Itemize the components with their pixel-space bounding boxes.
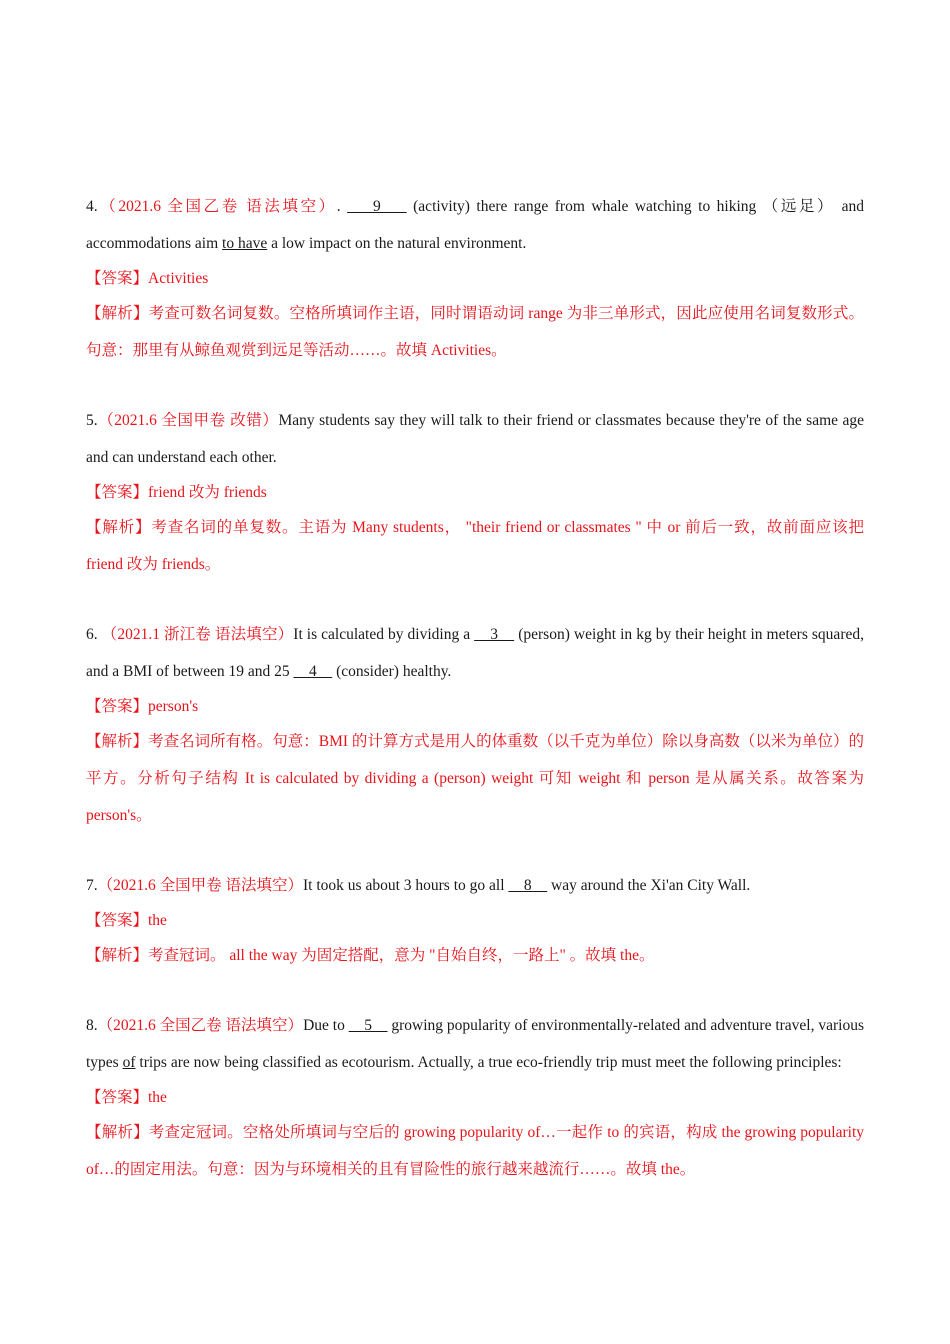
question-text [86,1007,864,1081]
answer-line: 【答案】the [86,912,167,929]
question-number: 4. [86,198,98,215]
blank-8: 8 [508,877,548,894]
blank-9: 9 [347,198,407,215]
question-part: . [336,198,348,215]
question-part: growing popularity of environmentally-related and adventure travel, various types [86,1017,864,1071]
question-text [86,402,864,476]
blank-4: 4 [293,663,333,680]
answer-line: 【答案】person's [86,698,199,715]
question-item-8 [86,1007,864,1188]
question-part: (activity) there range from whale watching to hiking （远足） and accommodations aim [86,198,864,252]
question-source: （2021.6 全国甲卷 改错） [97,412,279,429]
question-part: (person) weight in kg by their height in meters squared, and a BMI of between 19 and 25 [86,626,864,680]
explanation-text: 【解析】考查定冠词。空格处所填词与空后的 growing popularity of…一起作 to 的宾语，构成 the growing popularity of…的固定用法。句意：因为与环境相关的且有冒险性的旅行越来越流行……。故填 the。 [86,1124,864,1178]
question-part: way around the Xi'an City Wall. [547,877,751,894]
question-part: (consider) healthy. [332,663,452,680]
question-source: （2021.1 浙江卷 语法填空） [97,626,294,643]
question-text [86,616,864,690]
question-part: It is calculated by dividing a [293,626,475,643]
question-part: It took us about 3 hours to go all [303,877,509,894]
question-number: 8. [86,1017,98,1034]
question-item-5 [86,402,864,583]
explanation-text: 【解析】考查可数名词复数。空格所填词作主语，同时谓语动词 range 为非三单形式，因此应使用名词复数形式。句意：那里有从鲸鱼观赏到远足等活动……。故填 Activities。 [86,305,864,359]
question-number: 7. [86,877,98,894]
underlined-phrase: to have [222,235,268,252]
answer-line: 【答案】friend 改为 friends [86,484,267,501]
explanation-text: 【解析】考查名词所有格。句意：BMI 的计算方式是用人的体重数（以千克为单位）除以身高数（以米为单位）的平方。分析句子结构 It is calculated by dividing a (person) weight 可知 weight 和 person 是从属关系。故答案为 person's。 [86,733,864,824]
underlined-word: of [122,1054,136,1071]
question-source: （2021.6 全国乙卷 语法填空） [97,1017,304,1034]
blank-3: 3 [474,626,515,643]
question-number: 5. [86,412,98,429]
explanation-text: 【解析】考查冠词。 all the way 为固定搭配，意为 "自始自终，一路上" 。故填 the。 [86,947,655,964]
blank-5: 5 [348,1017,388,1034]
answer-line: 【答案】Activities [86,270,209,287]
question-item-7 [86,867,864,974]
explanation-text: 【解析】考查名词的单复数。主语为 Many students， "their friend or classmates " 中 or 前后一致，故前面应该把 friend 改为 friends。 [86,519,864,573]
question-item-4 [86,188,864,369]
question-part: Many students say they will talk to their friend or classmates because they're of the same age and can understand each other. [86,412,864,466]
question-text [86,188,864,262]
question-text [86,867,864,904]
answer-line: 【答案】the [86,1089,167,1106]
question-source: （2021.6 全国甲卷 语法填空） [97,877,304,894]
question-source: （2021.6 全国乙卷 语法填空） [97,198,337,215]
question-number: 6. [86,626,98,643]
question-part: a low impact on the natural environment. [267,235,527,252]
question-item-6 [86,616,864,834]
document-page [86,188,864,1221]
question-part: Due to [303,1017,349,1034]
question-part: trips are now being classified as ecotourism. Actually, a true eco-friendly trip must meet the following principles: [135,1054,842,1071]
